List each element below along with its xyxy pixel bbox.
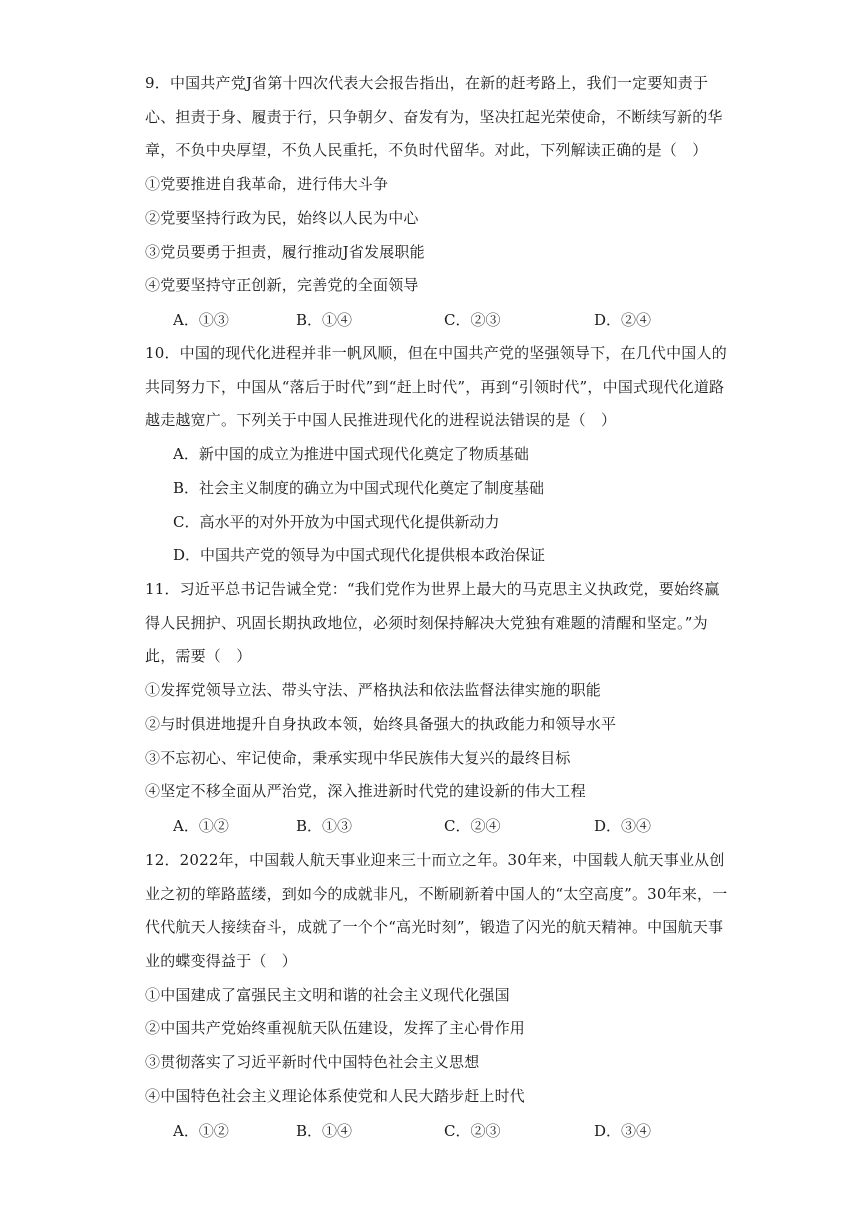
question-11-stem-line-3: 此，需要（ ） [145,647,252,665]
question-9-stem-line-2: 心、担责于身、履责于行，只争朝夕、奋发有为，坚决扛起光荣使命，不断续写新的华 [145,108,723,126]
question-11-option-a: A．①② [173,817,229,835]
question-11-option-d: D．③④ [594,817,652,835]
question-12-item-4: ④中国特色社会主义理论体系使党和人民大踏步赶上时代 [145,1087,526,1105]
question-10-option-c: C．高水平的对外开放为中国式现代化提供新动力 [173,513,500,531]
question-12-stem-line-2: 业之初的筚路蓝缕，到如今的成就非凡，不断刷新着中国人的“太空高度”。30年来，一 [145,885,728,903]
question-12-option-d: D．③④ [594,1122,652,1140]
question-9-option-d: D．②④ [594,311,652,329]
question-11-item-4: ④坚定不移全面从严治党，深入推进新时代党的建设新的伟大工程 [145,782,586,800]
question-11-stem-line-2: 得人民拥护、巩固长期执政地位，必须时刻保持解决大党独有难题的清醒和坚定。”为 [145,614,708,632]
question-12-item-1: ①中国建成了富强民主文明和谐的社会主义现代化强国 [145,986,510,1004]
question-12-option-a: A．①② [173,1122,229,1140]
question-9-item-1: ①党要推进自我革命，进行伟大斗争 [145,175,389,193]
question-12-stem-line-4: 业的蝶变得益于（ ） [145,952,298,970]
question-9-option-c: C．②③ [444,311,501,329]
question-10-option-d: D．中国共产党的领导为中国式现代化提供根本政治保证 [173,546,546,564]
question-12-item-3: ③贯彻落实了习近平新时代中国特色社会主义思想 [145,1053,480,1071]
question-11-option-b: B．①③ [296,817,353,835]
question-12-option-b: B．①④ [296,1122,353,1140]
question-9-item-4: ④党要坚持守正创新，完善党的全面领导 [145,276,419,294]
question-11-item-1: ①发挥党领导立法、带头守法、严格执法和依法监督法律实施的职能 [145,681,602,699]
question-12-stem-line-3: 代代航天人接续奋斗，成就了一个个“高光时刻”，锻造了闪光的航天精神。中国航天事 [145,918,724,936]
question-10-option-b: B．社会主义制度的确立为中国式现代化奠定了制度基础 [173,479,545,497]
question-9-item-2: ②党要坚持行政为民，始终以人民为中心 [145,209,419,227]
question-9-option-a: A．①③ [173,311,229,329]
question-9-stem-line-3: 章，不负中央厚望，不负人民重托，不负时代留华。对此，下列解读正确的是（ ） [145,141,708,159]
question-10-stem-line-1: 10．中国的现代化进程并非一帆风顺，但在中国共产党的坚强领导下，在几代中国人的 [145,344,727,362]
question-12-stem-line-1: 12．2022年，中国载人航天事业迎来三十而立之年。30年来，中国载人航天事业从创 [145,851,725,869]
question-11-option-c: C．②④ [444,817,501,835]
question-12-option-c: C．②③ [444,1122,501,1140]
question-10-option-a: A．新中国的成立为推进中国式现代化奠定了物质基础 [173,445,529,463]
question-11-item-2: ②与时俱进地提升自身执政本领，始终具备强大的执政能力和领导水平 [145,715,617,733]
question-10-stem-line-2: 共同努力下，中国从“落后于时代”到“赶上时代”，再到“引领时代”，中国式现代化道路 [145,378,725,396]
question-9-item-3: ③党员要勇于担责，履行推动J省发展职能 [145,243,425,261]
question-9-option-b: B．①④ [296,311,353,329]
question-9-stem-line-1: 9．中国共产党J省第十四次代表大会报告指出，在新的赶考路上，我们一定要知责于 [145,74,709,92]
question-12-item-2: ②中国共产党始终重视航天队伍建设，发挥了主心骨作用 [145,1019,526,1037]
question-10-stem-line-3: 越走越宽广。下列关于中国人民推进现代化的进程说法错误的是（ ） [145,411,617,429]
question-11-item-3: ③不忘初心、牢记使命，秉承实现中华民族伟大复兴的最终目标 [145,749,571,767]
question-11-stem-line-1: 11．习近平总书记告诫全党：“我们党作为世界上最大的马克思主义执政党，要始终赢 [145,580,720,598]
